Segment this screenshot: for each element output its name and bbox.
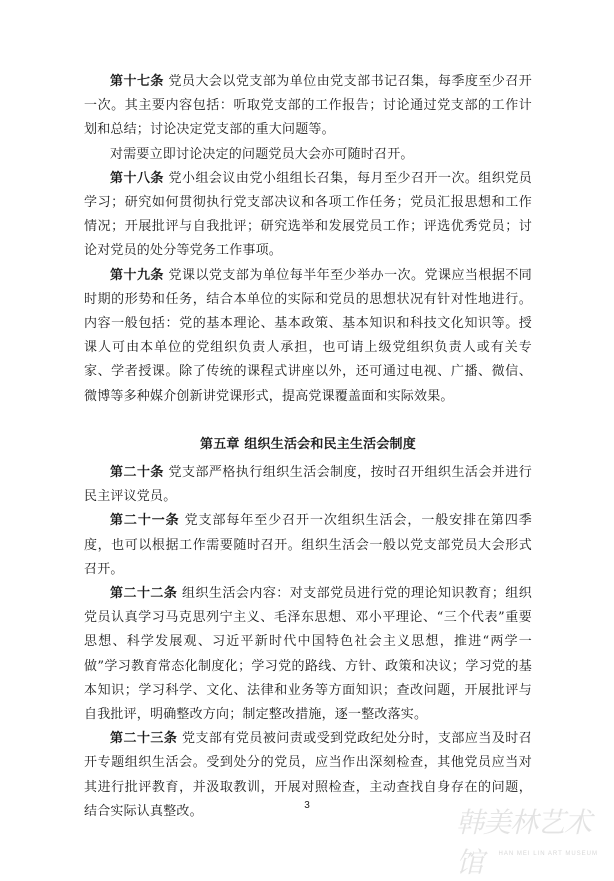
article-19	[84, 264, 532, 409]
article-text: 党小组会议由党小组组长召集，每月至少召开一次。组织党员学习；研究如何贯彻执行党支部决议和各项工作任务；党员汇报思想和工作情况；开展批评与自我批评；研究选举和发展党员工作；评选优秀党员；讨论对党员的处分等党务工作事项。	[84, 170, 533, 259]
document-body	[84, 70, 532, 824]
article-17	[84, 70, 532, 143]
chapter-title: 第五章 组织生活会和民主生活会制度	[200, 436, 416, 452]
article-label: 第二十三条	[110, 731, 178, 747]
article-text: 党员大会以党支部为单位由党支部书记召集，每季度至少召开一次。其主要内容包括：听取党支部的工作报告；讨论通过党支部的工作计划和总结；讨论决定党支部的重大问题等。	[84, 74, 533, 138]
article-label: 第二十一条	[110, 513, 180, 529]
article-label: 第十七条	[110, 74, 164, 89]
article-label: 第二十二条	[110, 586, 178, 602]
article-text: 党课以党支部为单位每半年至少举办一次。党课应当根据不同时期的形势和任务，结合本单位的实际和党员的思想状况有针对性地进行。内容一般包括：党的基本理论、基本政策、基本知识和科技文化知识等。授课人可由本单位的党组织负责人承担，也可请上级党组织负责人或有关专家、学者授课。除了传统的课程式讲座以外，还可通过电视、广播、微信、微博等多种媒介创新讲党课形式，提高党课覆盖面和实际效果。	[84, 267, 533, 404]
article-text: 党支部严格执行组织生活会制度，按时召开组织生活会并进行民主评议党员。	[84, 465, 533, 505]
watermark-logo	[456, 801, 606, 879]
article-22	[84, 582, 532, 727]
article-label: 第十九条	[110, 267, 164, 283]
page-number: 3	[304, 800, 310, 811]
watermark-script: 韩美林艺术馆	[456, 806, 592, 879]
article-label: 第二十条	[110, 465, 164, 481]
article-17-note	[84, 143, 532, 167]
article-label: 第十八条	[110, 170, 164, 186]
article-text: 党支部有党员被问责或受到党政纪处分时，支部应当及时召开专题组织生活会。受到处分的党员，应当作出深刻检查，其他党员应当对其进行批评教育，并汲取教训，开展对照检查，主动查找自身存在的问题，结合实际认真整改。	[84, 731, 532, 819]
watermark-subtitle: HAN MEI LIN ART MUSEUM	[498, 851, 598, 857]
article-text: 对需要立即讨论决定的问题党员大会亦可随时召开。	[110, 146, 414, 162]
article-text: 党支部每年至少召开一次组织生活会，一般安排在第四季度，也可以根据工作需要随时召开。组织生活会一般以党支部党员大会形式召开。	[84, 513, 532, 577]
article-21	[84, 509, 532, 582]
article-18	[84, 167, 532, 264]
article-20	[84, 461, 532, 509]
article-text: 组织生活会内容：对支部党员进行党的理论知识教育；组织党员认真学习马克思列宁主义、毛泽东思想、邓小平理论、“三个代表”重要思想、科学发展观、习近平新时代中国特色社会主义思想，推进“两学一做”学习教育常态化制度化；学习党的路线、方针、政策和决议；学习党的基本知识；学习科学、文化、法律和业务等方面知识；查改问题，开展批评与自我批评，明确整改方向；制定整改措施，逐一整改落实。	[84, 586, 532, 723]
